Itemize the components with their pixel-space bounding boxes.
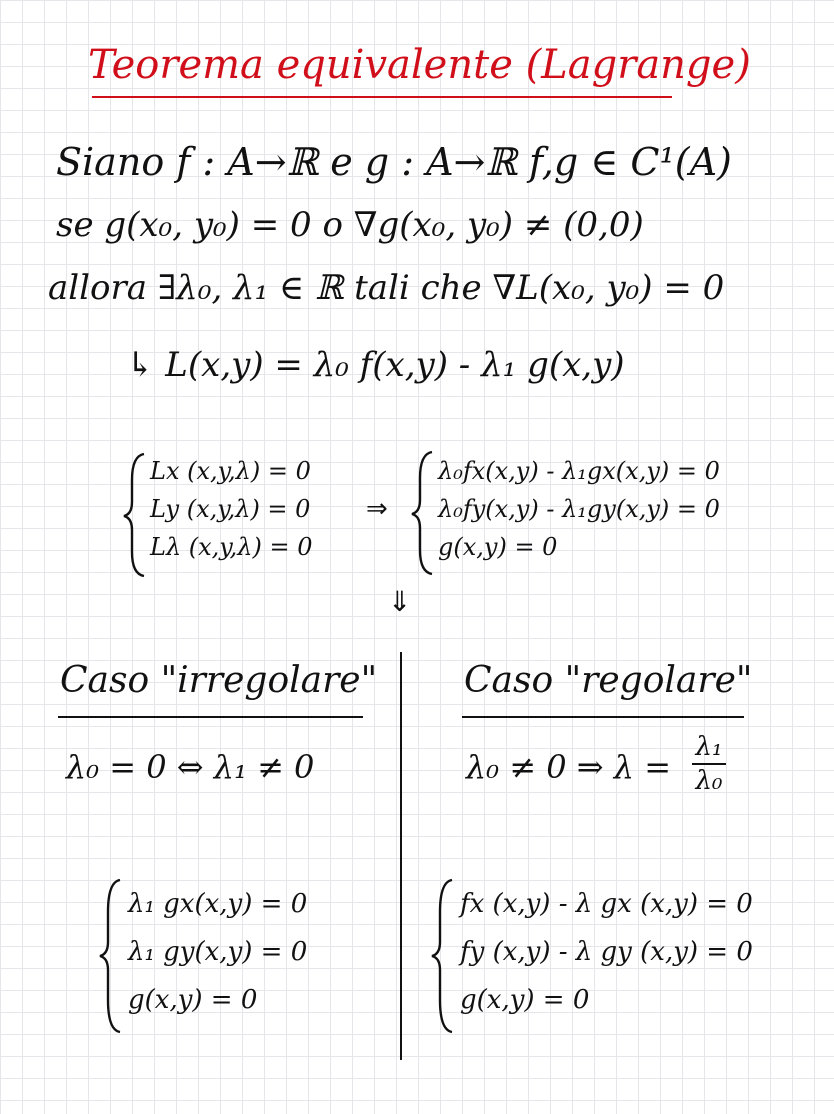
- implies-arrow-down: ⇓: [388, 585, 412, 618]
- case-irregular-title: Caso "irregolare": [60, 660, 378, 701]
- lagrangian-definition: ↳ L(x,y) = λ₀ f(x,y) - λ₁ g(x,y): [126, 345, 625, 385]
- condition-line: se g(x₀, y₀) = 0 o ∇g(x₀, y₀) ≠ (0,0): [56, 205, 644, 245]
- right-system-brace: [408, 448, 436, 578]
- right-system: [438, 452, 720, 566]
- left-system-eq-2: Ly (x,y,λ) = 0: [150, 495, 311, 523]
- irregular-system-brace: [96, 876, 124, 1036]
- fraction-bar: [692, 763, 726, 765]
- left-system-brace: [120, 450, 148, 580]
- regular-system-eq-2: fy (x,y) - λ gy (x,y) = 0: [460, 937, 753, 967]
- title-underline: [92, 96, 672, 98]
- case-irregular-condition: λ₀ = 0 ⇔ λ₁ ≠ 0: [66, 748, 315, 786]
- left-system: [150, 452, 313, 566]
- case-regular-title: Caso "regolare": [464, 660, 753, 701]
- regular-system-eq-3: g(x,y) = 0: [460, 985, 590, 1015]
- case-irregular-underline: [58, 716, 363, 718]
- right-system-eq-2: λ₀fy(x,y) - λ₁gy(x,y) = 0: [438, 495, 720, 523]
- irregular-system-eq-3: g(x,y) = 0: [128, 985, 258, 1015]
- lambda-fraction: [692, 732, 726, 796]
- page-title: Teorema equivalente (Lagrange): [88, 42, 751, 88]
- conclusion-line: allora ∃λ₀, λ₁ ∈ ℝ tali che ∇L(x₀, y₀) = 0: [48, 268, 725, 308]
- regular-system: [460, 880, 753, 1024]
- regular-system-brace: [428, 876, 456, 1036]
- left-system-eq-1: Lx (x,y,λ) = 0: [150, 457, 311, 485]
- fraction-numerator: λ₁: [695, 732, 723, 762]
- irregular-system: [128, 880, 307, 1024]
- hypothesis-line: Siano f : A→ℝ e g : A→ℝ f,g ∈ C¹(A): [56, 140, 732, 184]
- right-system-eq-1: λ₀fx(x,y) - λ₁gx(x,y) = 0: [438, 457, 720, 485]
- irregular-system-eq-2: λ₁ gy(x,y) = 0: [128, 937, 308, 967]
- irregular-system-eq-1: λ₁ gx(x,y) = 0: [128, 889, 308, 919]
- column-divider: [400, 652, 402, 1060]
- case-regular-condition: λ₀ ≠ 0 ⇒ λ =: [466, 748, 672, 786]
- implies-arrow-right: ⇒: [366, 494, 388, 524]
- case-regular-underline: [462, 716, 744, 718]
- fraction-denominator: λ₀: [695, 766, 723, 796]
- regular-system-eq-1: fx (x,y) - λ gx (x,y) = 0: [460, 889, 753, 919]
- left-system-eq-3: Lλ (x,y,λ) = 0: [150, 533, 313, 561]
- right-system-eq-3: g(x,y) = 0: [438, 533, 558, 561]
